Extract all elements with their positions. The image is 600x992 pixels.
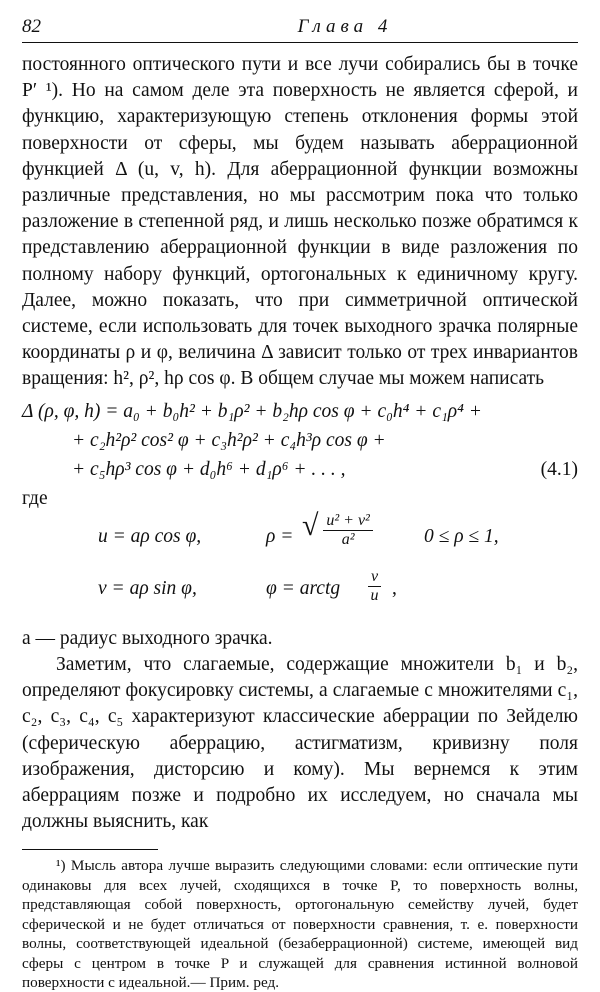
footnote-rule	[22, 849, 158, 850]
running-header	[22, 12, 578, 43]
rho-sqrt	[302, 508, 373, 549]
definition-row-1	[22, 508, 578, 564]
where-word: где	[22, 487, 48, 509]
rho-numerator: u² + v²	[323, 512, 373, 531]
coordinate-definitions	[22, 508, 578, 616]
footnote: ¹) Мысль автора лучше выразить следующими словами: если оптические пути одинаковы для всех лучей, сходящихся в точке P, то поверхность волны, представляющая собой поверхность, ортогональную семейству лучей, будет сферической и не будет отличаться от поверхности сравнения, т. е. поверхности волны, соответствующей идеальной (безаберрационной) системе, имеющей вид сферы с центром в точке P и служащей для сравнения истинной волновой поверхности с идеальной.— Прим. ред.	[22, 857, 578, 991]
phi-numerator: v	[368, 568, 381, 587]
chapter-title: Глава 4	[297, 16, 393, 37]
rho-definition-label: ρ =	[266, 525, 294, 547]
equation-4-1	[22, 397, 578, 484]
equation-line-2: + c₂h²ρ² cos² φ + c₃h²ρ² + c₄h³ρ cos φ +	[72, 429, 386, 451]
phi-fraction	[368, 568, 381, 605]
equation-number: (4.1)	[540, 458, 578, 480]
phi-definition-label: φ = arctg	[266, 577, 341, 599]
phi-denominator: u	[370, 586, 379, 604]
sqrt-icon: √	[302, 508, 319, 542]
u-definition: u = aρ cos φ,	[98, 525, 202, 547]
phi-comma: ,	[392, 577, 397, 599]
v-definition: v = aρ sin φ,	[98, 577, 197, 599]
rho-fraction	[323, 512, 373, 549]
paragraph-continued: постоянного оптического пути и все лучи собирались бы в точке P′ ¹). Но на самом деле эта поверхность не является сферой, и функцию, характеризующую степень отклонения формы этой поверхности от сферы, мы будем называть аберрационной функцией Δ (u, v, h). Для аберрационной функции возможны различные представления, но мы рассмотрим пока что только разложение в степенной ряд, и лишь несколько позже обратимся к представлению аберрационной функции в виде разложения по полному набору функций, ортогональных к единичному кругу. Далее, можно показать, что при симметричной оптической системе, если использовать для точек выходного зрачка полярные координаты ρ и φ, величина Δ зависит только от трех инвариантов вращения: h², ρ², hρ cos φ. В общем случае мы можем написать	[22, 54, 578, 390]
equation-line-3: + c₅hρ³ cos φ + d₀h⁶ + d₁ρ⁶ + . . . ,	[72, 458, 346, 480]
equation-line-1: Δ (ρ, φ, h) = a₀ + b₀h² + b₁ρ² + b₂hρ cos φ + c₀h⁴ + c₁ρ⁴ +	[22, 400, 482, 422]
definition-row-2	[22, 564, 578, 616]
radius-line: a — радиус выходного зрачка.	[22, 627, 273, 649]
rho-denominator: a²	[341, 530, 355, 548]
page-number: 82	[22, 16, 41, 37]
main-text	[22, 52, 578, 992]
paragraph-seidel: Заметим, что слагаемые, содержащие множители b₁ и b₂, определяют фокусировку системы, а слагаемые с множителями c₁, c₂, c₃, c₄, c₅ характеризуют классические аберрации по Зейделю (сферическую аберрацию, астигматизм, кривизну поля изображения, дисторсию и кому). Мы вернемся к этим аберрациям позже и подробно их исследуем, но сначала мы должны выяснить, как	[22, 654, 578, 833]
rho-range: 0 ≤ ρ ≤ 1,	[424, 525, 499, 547]
